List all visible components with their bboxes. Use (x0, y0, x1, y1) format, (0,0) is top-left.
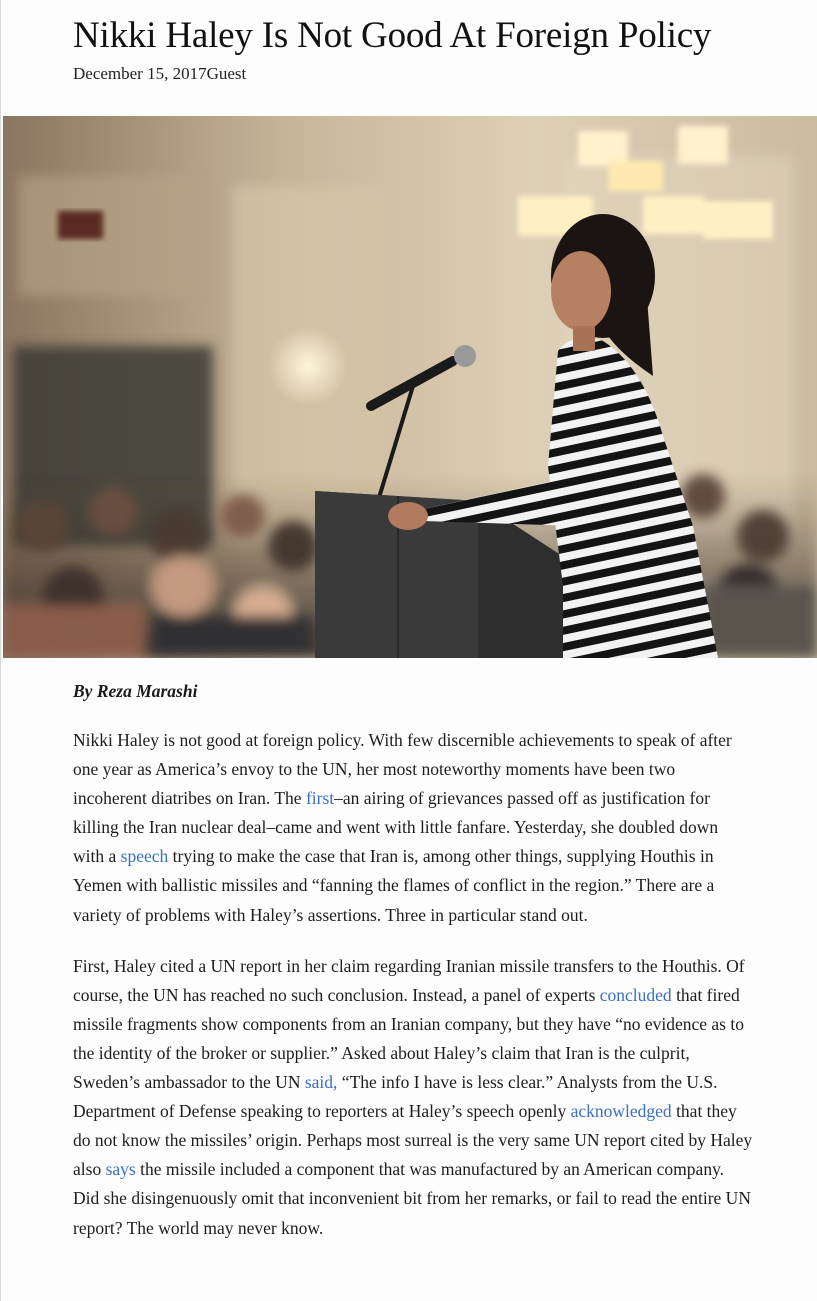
byline: By Reza Marashi (73, 681, 198, 701)
link-first[interactable]: first (305, 788, 335, 809)
link-says[interactable]: says (105, 1159, 136, 1180)
paragraph-2 (73, 952, 753, 1243)
article-title: Nikki Haley Is Not Good At Foreign Policy (73, 15, 712, 56)
link-concluded[interactable]: concluded (599, 984, 672, 1005)
paragraph-text: Nikki Haley is not good at foreign policy. With few discernible achievements to speak of after one year as America’s envoy to the UN, her most noteworthy moments have been two incoherent diatribes on Iran. The (73, 730, 732, 809)
paragraph-text: trying to make the case that Iran is, among other things, supplying Houthis in Yemen with ballistic missiles and “fanning the flames of conflict in the region.” There are a variety of problems with Haley’s assertions. Three in particular stand out. (73, 846, 715, 925)
article-meta (73, 64, 246, 84)
paragraph-text: the missile included a component that was manufactured by an American company. Did she disingenuously omit that inconvenient bit from her remarks, or fail to read the entire UN report? The world may never know. (73, 1159, 751, 1238)
paragraph-text: First, Haley cited a UN report in her claim regarding Iranian missile transfers to the Houthis. Of course, the UN has reached no such conclusion. Instead, a panel of experts (73, 955, 745, 1005)
hero-photo (3, 116, 817, 658)
paragraph-text: –an airing of grievances passed off as justification for killing the Iran nuclear deal–came and went with little fanfare. Yesterday, she doubled down with a (73, 788, 719, 867)
article-date: December 15, 2017 (73, 64, 207, 83)
link-acknowledged[interactable]: acknowledged (570, 1101, 672, 1122)
paragraph-text: “The info I have is less clear.” Analysts from the U.S. Department of Defense speaking to reporters at Haley’s speech openly (73, 1072, 718, 1122)
link-speech[interactable]: speech (120, 846, 169, 867)
link-said[interactable]: said, (304, 1072, 338, 1093)
author-tag-link[interactable]: Guest (206, 64, 247, 83)
paragraph-text: that they do not know the missiles’ origin. Perhaps most surreal is the very same UN report cited by Haley also (73, 1101, 753, 1180)
paragraph-text: that fired missile fragments show components from an Iranian company, but they have “no evidence as to the identity of the broker or supplier.” Asked about Haley’s claim that Iran is the culprit, Sweden’s ambassador to the UN (73, 984, 744, 1093)
article-body (73, 676, 753, 1265)
paragraph-1 (73, 726, 753, 930)
